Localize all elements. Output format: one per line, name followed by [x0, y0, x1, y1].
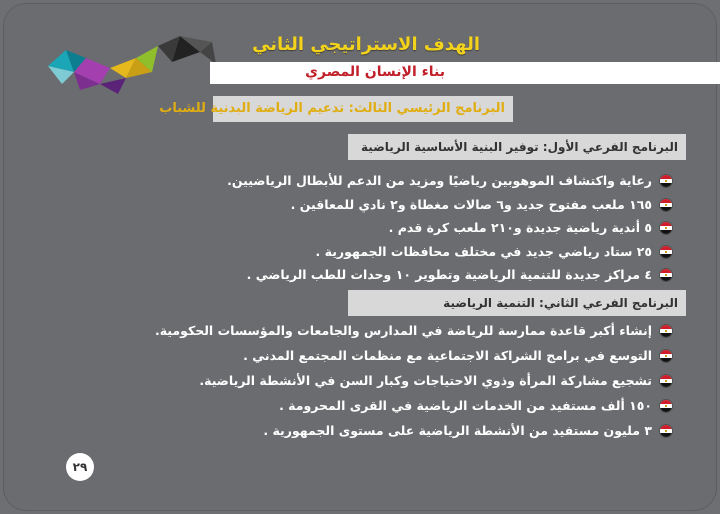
list-item-text: ١٦٥ ملعب مفتوح جديد و٦ صالات مغطاة و٢ نادي للمعاقين .	[290, 196, 652, 212]
list-item	[232, 264, 672, 288]
sub-program-heading-1: البرنامج الفرعي الأول: توفير البنية الأساسية الرياضية	[348, 134, 686, 160]
egypt-flag-icon	[660, 246, 672, 258]
egypt-flag-icon	[660, 222, 672, 234]
egypt-flag-icon	[660, 400, 672, 412]
egypt-flag-icon	[660, 350, 672, 362]
geometric-ribbon-logo	[40, 28, 220, 100]
egypt-flag-icon	[660, 175, 672, 187]
page-subtitle: بناء الإنسان المصري	[305, 64, 445, 80]
list-item-text: ٤ مراكز جديدة للتنمية الرياضية وتطوير ١٠ وحدات للطب الرياضي .	[246, 267, 652, 282]
list-item	[232, 217, 672, 241]
page-number: ٢٩	[66, 453, 94, 481]
list-item	[227, 170, 672, 194]
list-item	[154, 320, 672, 345]
list-item-text: رعاية واكتشاف الموهوبين رياضيًا ومزيد من الدعم للأبطال الرياضيين.	[227, 173, 652, 188]
sub-program-heading-2: البرنامج الفرعي الثاني: التنمية الرياضية	[348, 290, 686, 316]
list-item-text: ١٥٠ ألف مستفيد من الخدمات الرياضية في القرى المحرومة .	[279, 398, 652, 413]
subtitle-band	[210, 62, 720, 84]
list-item-text: ٢٥ ستاد رياضي جديد في مختلف محافظات الجمهورية .	[315, 243, 652, 259]
main-program-heading: البرنامج الرئيسي الثالث: تدعيم الرياضة البدنية للشباب	[213, 96, 513, 122]
list-item	[232, 420, 672, 445]
list-item	[232, 194, 672, 218]
list-item-text: ٣ مليون مستفيد من الأنشطة الرياضية على مستوى الجمهورية .	[263, 423, 652, 438]
egypt-flag-icon	[660, 269, 672, 281]
list-item	[199, 370, 672, 395]
list-item	[232, 395, 672, 420]
egypt-flag-icon	[660, 325, 672, 337]
page-title: الهدف الاستراتيجي الثاني	[252, 34, 480, 55]
egypt-flag-icon	[660, 375, 672, 387]
list-item	[232, 345, 672, 370]
list-item-text: التوسع في برامج الشراكة الاجتماعية مع منظمات المجتمع المدني .	[243, 348, 652, 363]
list-item-text: تشجيع مشاركة المرأة وذوي الاحتياجات وكبار السن في الأنشطة الرياضية.	[199, 373, 652, 388]
sub-program-2-list	[154, 320, 672, 445]
list-item-text: ٥ أندية رياضية جديدة و٢١٠ ملعب كرة قدم .	[388, 220, 652, 235]
egypt-flag-icon	[660, 199, 672, 211]
list-item-text: إنشاء أكبر قاعدة ممارسة للرياضة في المدارس والجامعات والمؤسسات الحكومية.	[154, 323, 652, 338]
list-item	[232, 241, 672, 265]
egypt-flag-icon	[660, 425, 672, 437]
sub-program-1-list	[227, 170, 672, 288]
